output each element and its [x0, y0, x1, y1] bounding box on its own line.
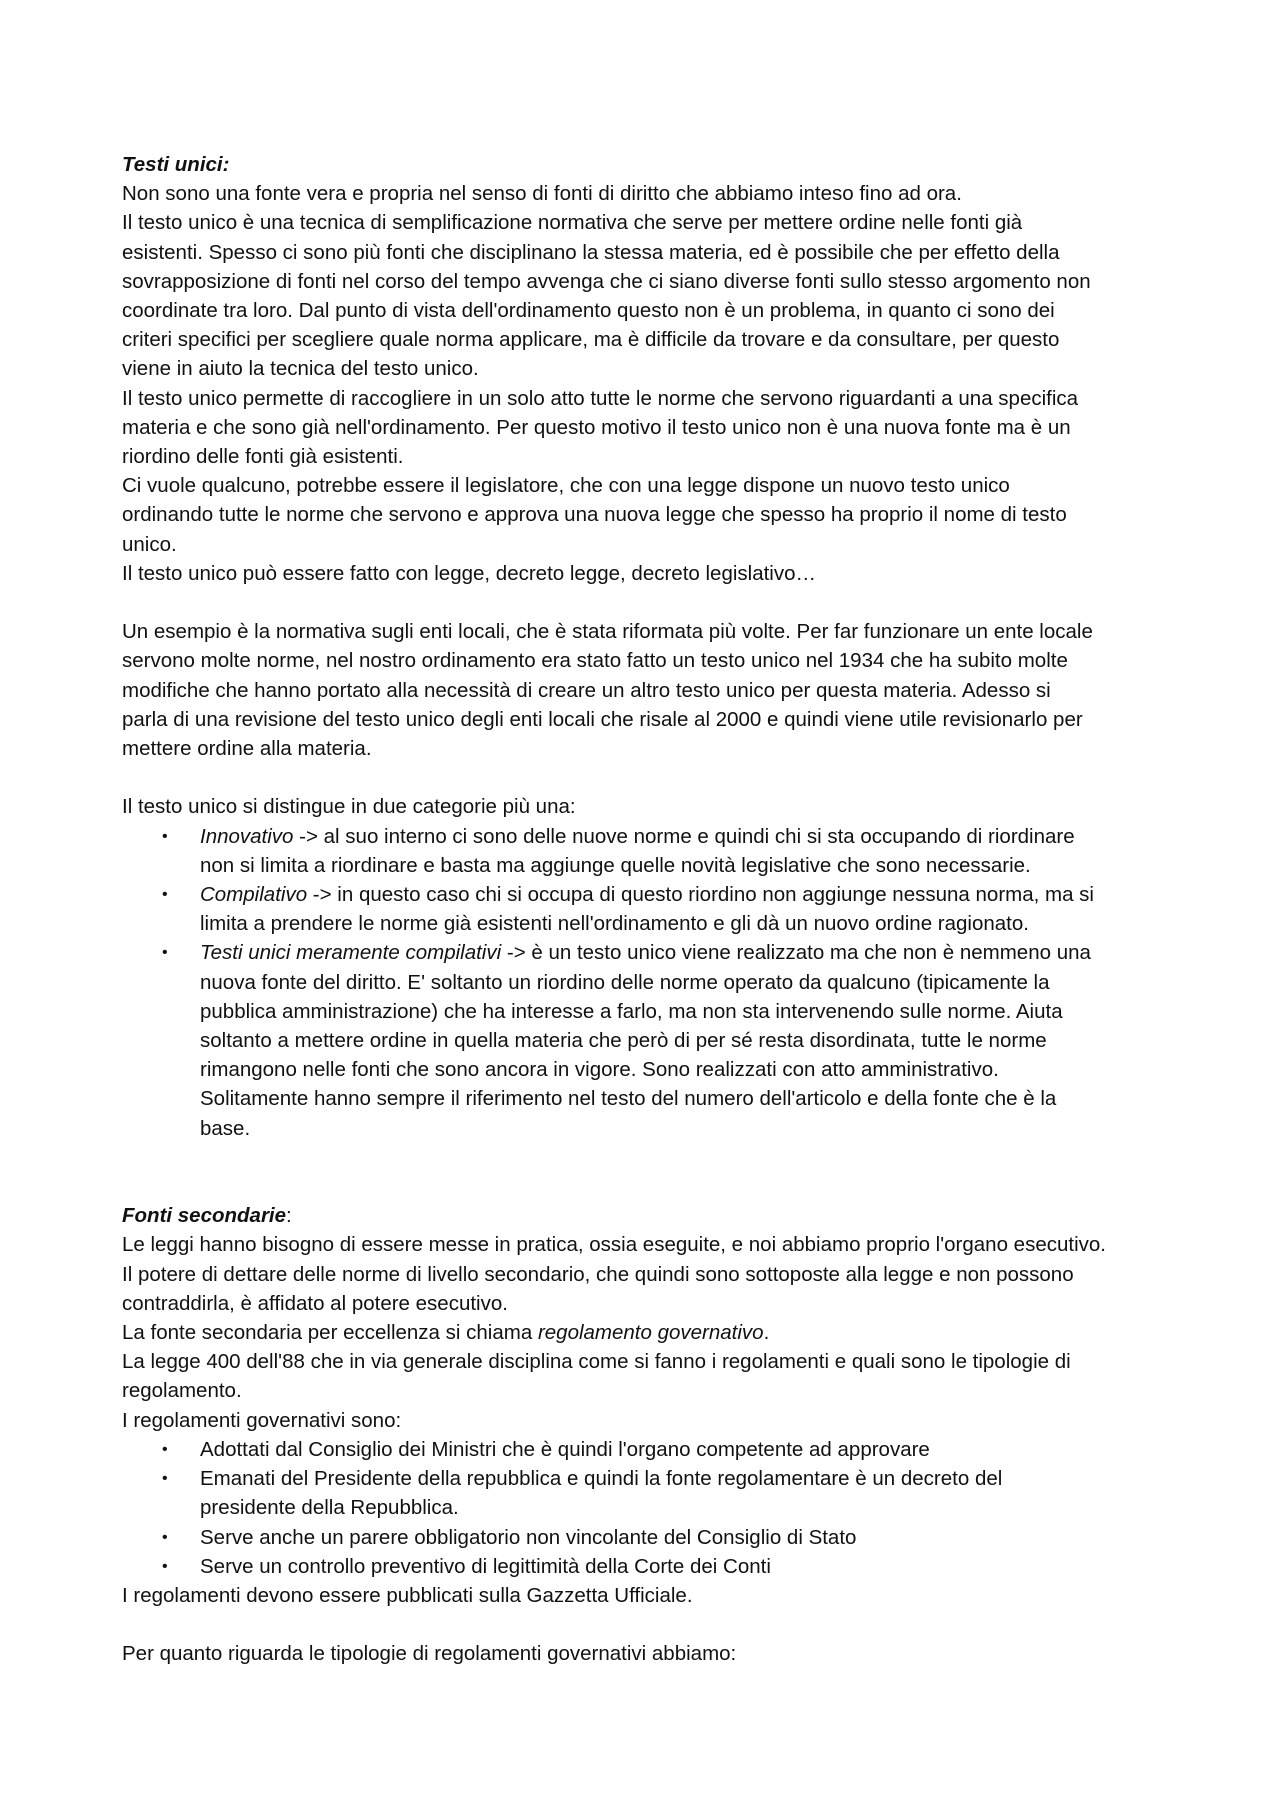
category-term: Testi unici meramente compilativi	[200, 941, 502, 965]
heading-text: Testi unici	[122, 153, 223, 176]
text-line: Serve anche un parere obbligatorio non vincolante del Consiglio di Stato	[200, 1525, 857, 1549]
text-line: Il testo unico può essere fatto con legge, decreto legge, decreto legislativo…	[122, 561, 817, 585]
bullet-icon: •	[162, 944, 168, 962]
text-line: materia e che sono già nell'ordinamento. Per questo motivo il testo unico non è una nuova fonte ma è un	[122, 415, 1071, 439]
list-item	[122, 1523, 1182, 1552]
category-term: Innovativo	[200, 824, 294, 848]
text-line: pubblica amministrazione) che ha interesse a farlo, ma non sta intervenendo sulle norme. Aiuta	[200, 999, 1063, 1023]
text-line: Un esempio è la normativa sugli enti locali, che è stata riformata più volte. Per far funzionare un ente locale	[122, 620, 1093, 644]
text-line: Ci vuole qualcuno, potrebbe essere il legislatore, che con una legge dispone un nuovo testo unico	[122, 474, 1010, 498]
text-line: presidente della Repubblica.	[200, 1496, 459, 1520]
text-line: base.	[200, 1116, 251, 1140]
text-line	[200, 822, 1182, 851]
text-line: Emanati del Presidente della repubblica e quindi la fonte regolamentare è un decreto del	[200, 1467, 1003, 1491]
list-item	[122, 1552, 1182, 1581]
text-line: I regolamenti governativi sono:	[122, 1408, 402, 1432]
text-line	[200, 880, 1182, 909]
bullet-icon: •	[162, 827, 168, 845]
text-line: coordinate tra loro. Dal punto di vista dell'ordinamento questo non è un problema, in quanto ci sono dei	[122, 299, 1055, 323]
blank-line	[122, 1610, 1182, 1639]
text-line: rimangono nelle fonti che sono ancora in vigore. Sono realizzati con atto amministrativo.	[200, 1058, 999, 1082]
list-item	[122, 880, 1182, 938]
text-line: limita a prendere le norme già esistenti nell'ordinamento e gli dà un nuovo ordine ragionato.	[200, 912, 1029, 936]
bullet-icon: •	[162, 1470, 168, 1488]
text-line: Per quanto riguarda le tipologie di regolamenti governativi abbiamo:	[122, 1642, 737, 1666]
text-line: unico.	[122, 532, 177, 556]
text-line: regolamento.	[122, 1379, 242, 1403]
text-line: I regolamenti devono essere pubblicati sulla Gazzetta Ufficiale.	[122, 1583, 693, 1607]
paragraph-enti-locali-example	[122, 617, 1182, 763]
text-line: modifiche che hanno portato alla necessità di creare un altro testo unico per questa materia. Adesso si	[122, 678, 1051, 702]
regolamenti-list	[122, 1435, 1182, 1581]
text-line	[200, 938, 1182, 967]
text-line: non si limita a riordinare e basta ma aggiunge quelle novità legislative che sono necessarie.	[200, 853, 1031, 877]
bullet-icon: •	[162, 886, 168, 904]
text-line: servono molte norme, nel nostro ordinamento era stato fatto un testo unico nel 1934 che ha subito molte	[122, 649, 1068, 673]
text-line: Il testo unico permette di raccogliere in un solo atto tutte le norme che servono riguardanti a una specifica	[122, 386, 1079, 410]
text-line: Solitamente hanno sempre il riferimento nel testo del numero dell'articolo e della fonte che è la	[200, 1087, 1057, 1111]
list-item	[122, 1435, 1182, 1464]
section-heading-fonti-secondarie	[122, 1201, 1182, 1230]
paragraph-fonti-secondarie-intro	[122, 1230, 1182, 1434]
text-line: sovrapposizione di fonti nel corso del tempo avvenga che ci siano diverse fonti sullo stesso argomento non	[122, 269, 1091, 293]
bullet-icon: •	[162, 1440, 168, 1458]
blank-line	[122, 763, 1182, 792]
blank-line	[122, 588, 1182, 617]
text-line: mettere ordine alla materia.	[122, 737, 372, 761]
text-line: nuova fonte del diritto. E' soltanto un riordino delle norme operato da qualcuno (tipicamente la	[200, 970, 1050, 994]
heading-colon: :	[222, 153, 230, 176]
category-desc: -> è un testo unico viene realizzato ma che non è nemmeno una	[501, 941, 1091, 965]
text-line: La legge 400 dell'88 che in via generale disciplina come si fanno i regolamenti e quali sono le tipologie di	[122, 1350, 1071, 1374]
text-line: Le leggi hanno bisogno di essere messe in pratica, ossia eseguite, e noi abbiamo proprio l'organo esecutivo.	[122, 1233, 1106, 1257]
bullet-icon: •	[162, 1528, 168, 1546]
text-line: parla di una revisione del testo unico degli enti locali che risale al 2000 e quindi viene utile revisionarlo per	[122, 707, 1083, 731]
text-line: riordino delle fonti già esistenti.	[122, 445, 404, 469]
document-page	[122, 150, 1182, 1669]
paragraph-testi-unici-intro	[122, 179, 1182, 588]
text-line: Adottati dal Consiglio dei Ministri che è quindi l'organo competente ad approvare	[200, 1437, 930, 1461]
text-line: Il testo unico è una tecnica di semplificazione normativa che serve per mettere ordine nelle fonti già	[122, 211, 1023, 235]
bullet-icon: •	[162, 1557, 168, 1575]
text-line: Non sono una fonte vera e propria nel senso di fonti di diritto che abbiamo inteso fino ad ora.	[122, 182, 962, 206]
categories-list	[122, 822, 1182, 1143]
category-desc: -> in questo caso chi si occupa di questo riordino non aggiunge nessuna norma, ma si	[307, 883, 1094, 907]
list-item	[122, 938, 1182, 1142]
list-item	[122, 822, 1182, 880]
category-term: Compilativo	[200, 883, 308, 907]
reg-suffix: .	[763, 1321, 770, 1345]
heading-text: Fonti secondarie	[122, 1204, 287, 1228]
text-line: criteri specifici per scegliere quale norma applicare, ma è difficile da trovare e da consultare, per questo	[122, 328, 1060, 352]
text-line: esistenti. Spesso ci sono più fonti che disciplinano la stessa materia, ed è possibile che per effetto della	[122, 240, 1060, 264]
section-spacer	[122, 1143, 1182, 1201]
section-heading-testi-unici	[122, 150, 1182, 179]
heading-colon: :	[286, 1204, 292, 1228]
text-line: viene in aiuto la tecnica del testo unico.	[122, 357, 479, 381]
reg-prefix: La fonte secondaria per eccellenza si chiama	[122, 1321, 538, 1345]
categories-intro: Il testo unico si distingue in due categorie più una:	[122, 795, 576, 819]
text-line: soltanto a mettere ordine in quella materia che però di per sé resta disordinata, tutte le norme	[200, 1029, 1047, 1053]
text-line: Il potere di dettare delle norme di livello secondario, che quindi sono sottoposte alla legge e non possono	[122, 1262, 1074, 1286]
text-line: Serve un controllo preventivo di legittimità della Corte dei Conti	[200, 1554, 771, 1578]
text-line	[122, 1318, 1182, 1347]
text-line: ordinando tutte le norme che servono e approva una nuova legge che spesso ha proprio il nome di testo	[122, 503, 1067, 527]
text-line: contraddirla, è affidato al potere esecutivo.	[122, 1291, 508, 1315]
reg-term: regolamento governativo	[537, 1321, 764, 1345]
category-desc: -> al suo interno ci sono delle nuove norme e quindi chi si sta occupando di riordinare	[293, 824, 1075, 848]
list-item	[122, 1464, 1182, 1522]
